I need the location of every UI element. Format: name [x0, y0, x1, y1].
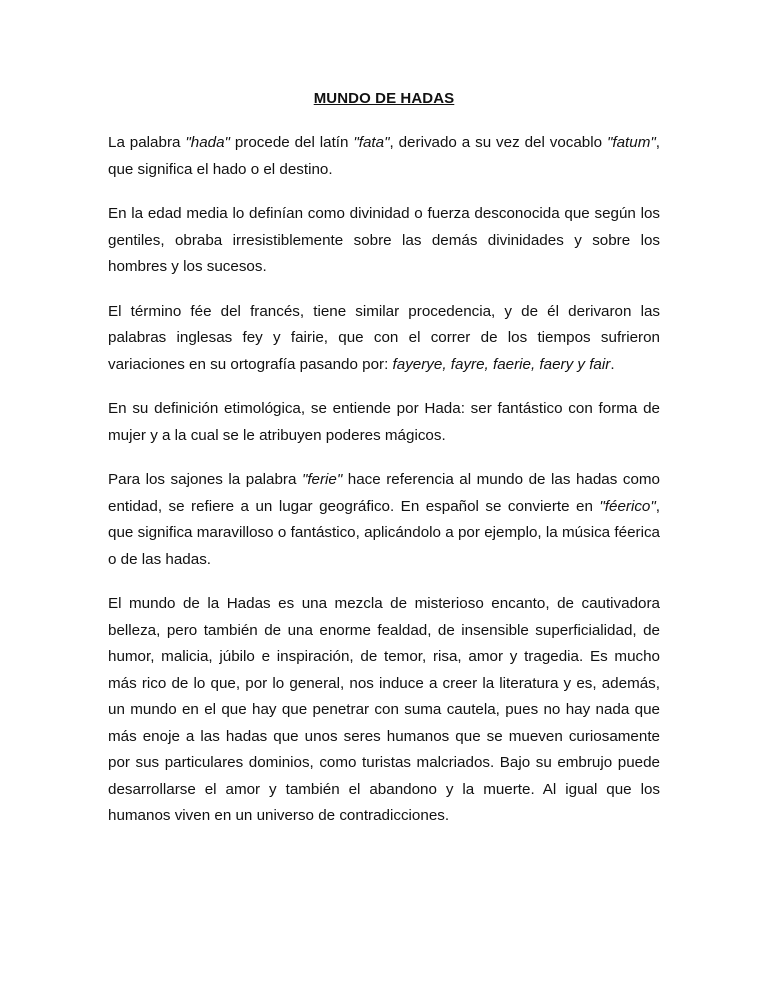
- page-title: MUNDO DE HADAS: [313, 90, 455, 107]
- italic-term: "hada": [185, 134, 230, 151]
- text-segment: .: [610, 355, 615, 373]
- document-body: [108, 130, 660, 848]
- text-segment: hace referencia al mundo de las hadas como entidad, se refiere a un lugar geográfico. En español se convierte en: [108, 471, 660, 515]
- text-segment: Para los sajones la palabra: [108, 471, 302, 488]
- text-segment: La palabra: [108, 134, 186, 151]
- paragraph-fairy-world: El mundo de la Hadas es una mezcla de misterioso encanto, de cautivadora belleza, pero también de una enorme fealdad, de insensible superficialidad, de humor, malicia, júbilo e inspiración, de temor, risa, amor y tragedia. Es mucho más rico de lo que, por lo general, nos induce a creer la literatura y es, además, un mundo en el que hay que penetrar con suma cautela, pues no hay nada que más enoje a las hadas que unos seres humanos que se mueven curiosamente por sus particulares dominios, como turistas malcriados. Bajo su embrujo puede desarrollarse el amor y también el abandono y la muerte. Al igual que los humanos viven en un universo de contradicciones.: [108, 595, 660, 824]
- text-segment: , que significa el hado o el destino.: [108, 134, 660, 178]
- text-segment: El término fée del francés, tiene similar procedencia, y de él derivaron las palabras inglesas fey y fairie, que con el correr de los tiempos sufrieron variaciones en su ortografía pasando por:: [108, 302, 660, 373]
- text-segment: , derivado a su vez del vocablo: [389, 134, 607, 151]
- paragraph-middle-ages: En la edad media lo definían como divinidad o fuerza desconocida que según los gentiles, obraba irresistiblemente sobre las demás divinidades y sobre los hombres y los sucesos.: [108, 205, 660, 275]
- text-segment: procede del latín: [229, 134, 354, 151]
- paragraph-french-term: [108, 299, 660, 379]
- paragraph-etymology: [108, 130, 660, 183]
- italic-term: "ferie": [301, 471, 343, 488]
- paragraph-saxons: [108, 467, 660, 573]
- paragraph-definition: En su definición etimológica, se entiende por Hada: ser fantástico con forma de mujer y a la cual se le atribuyen poderes mágicos.: [108, 400, 660, 444]
- text-segment: , que significa maravilloso o fantástico, aplicándolo a por ejemplo, la música féerica o de las hadas.: [108, 497, 660, 568]
- italic-term: "féerico": [599, 497, 656, 515]
- italic-term: fayerye, fayre, faerie, faery y fair: [392, 355, 611, 373]
- italic-term: "fatum": [606, 134, 656, 151]
- italic-term: "fata": [353, 134, 390, 151]
